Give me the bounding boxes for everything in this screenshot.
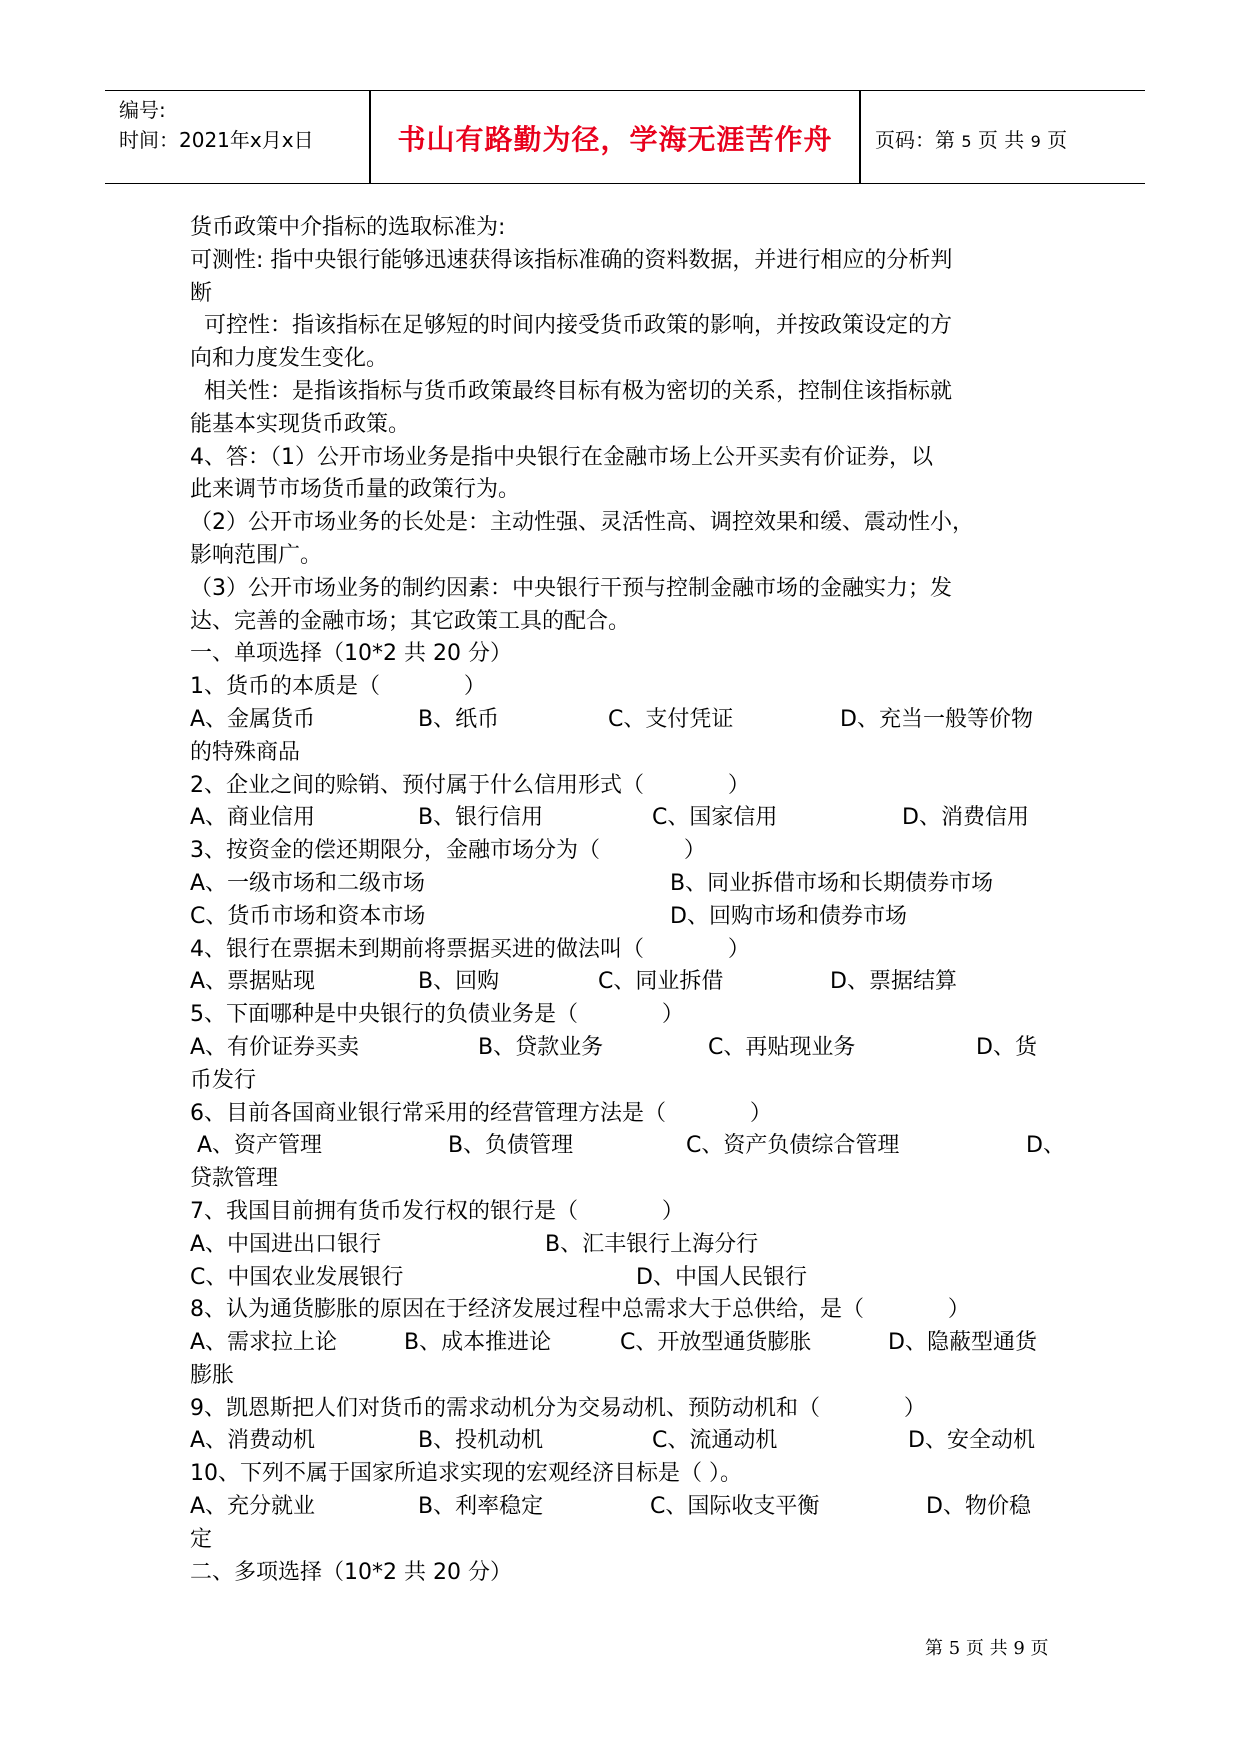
document-time-label: 时间：2021年x月x日 [119,128,314,152]
option-text: B、负债管理 [448,1133,574,1159]
option-row [190,1491,1070,1524]
text-line: 此来调节市场货币量的政策行为。 [190,477,521,503]
option-text: D、消费信用 [902,805,1029,831]
text-line: 二、多项选择（10*2 共 20 分） [190,1559,512,1585]
text-line: 8、认为通货膨胀的原因在于经济发展过程中总需求大于总供给，是（ ） [190,1297,970,1323]
option-row [190,1032,1070,1065]
text-line: 3、按资金的偿还期限分，金融市场分为（ ） [190,838,706,864]
option-text: A、需求拉上论 [190,1330,338,1356]
option-text: D、票据结算 [830,969,957,995]
text-line: 币发行 [190,1067,257,1093]
text-line: 贷款管理 [190,1166,279,1192]
text-line: 达、完善的金融市场；其它政策工具的配合。 [190,608,631,634]
option-text: A、金属货币 [190,706,316,732]
text-line: 定 [190,1526,213,1552]
option-text: B、同业拆借市场和长期债券市场 [670,870,994,896]
option-text: C、支付凭证 [608,706,734,732]
page-current: 5 [961,132,972,151]
text-line: 5、下面哪种是中央银行的负债业务是（ ） [190,1002,684,1028]
option-text: C、同业拆借 [598,969,724,995]
header-page-indicator [875,124,1067,153]
option-row [190,1229,1070,1262]
option-row [190,1130,1070,1163]
text-line: 4、银行在票据未到期前将票据买进的做法叫（ ） [190,936,750,962]
option-text: B、回购 [418,969,500,995]
option-text: A、商业信用 [190,805,316,831]
option-text: B、利率稳定 [418,1494,544,1520]
option-text: A、票据贴现 [190,969,316,995]
option-text: A、一级市场和二级市场 [190,870,426,896]
text-line: （3）公开市场业务的制约因素：中央银行干预与控制金融市场的金融实力；发 [190,575,952,601]
header-meta [119,95,314,155]
page-total: 9 [1030,132,1041,151]
text-line: 可控性：指该指标在足够短的时间内接受货币政策的影响，并按政策设定的方 [190,313,952,339]
option-text: D、 [1026,1133,1065,1159]
option-text: C、国家信用 [652,805,778,831]
page-header [105,90,1145,184]
option-text: C、流通动机 [652,1428,778,1454]
text-line: 相关性：是指该指标与货币政策最终目标有极为密切的关系，控制住该指标就 [190,378,952,404]
option-text: C、再贴现业务 [708,1034,856,1060]
option-text: B、成本推进论 [404,1330,552,1356]
option-text: A、消费动机 [190,1428,316,1454]
header-motto: 书山有路勤为径，学海无涯苦作舟 [397,123,833,156]
text-line: 的特殊商品 [190,739,301,765]
text-line: 9、凯恩斯把人们对货币的需求动机分为交易动机、预防动机和（ ） [190,1395,926,1421]
option-row [190,1327,1070,1360]
option-row [190,1425,1070,1458]
text-line: 10、下列不属于国家所追求实现的宏观经济目标是（ ）。 [190,1461,742,1487]
text-line: 断 [190,280,213,306]
option-text: C、国际收支平衡 [650,1494,820,1520]
option-text: B、纸币 [418,706,500,732]
option-row [190,966,1070,999]
header-divider [859,91,861,183]
page-prefix: 页码：第 [875,128,955,152]
option-text: D、回购市场和债券市场 [670,903,907,929]
text-line: 可测性: 指中央银行能够迅速获得该指标准确的资料数据，并进行相应的分析判 [190,247,953,273]
text-line: 7、我国目前拥有货币发行权的银行是（ ） [190,1198,684,1224]
option-text: A、充分就业 [190,1494,316,1520]
text-line: 一、单项选择（10*2 共 20 分） [190,641,512,667]
option-text: B、贷款业务 [478,1034,604,1060]
document-number-label: 编号: [119,98,166,122]
page-suffix: 页 [1047,128,1068,152]
option-text: D、隐蔽型通货 [888,1330,1037,1356]
option-text: C、中国农业发展银行 [190,1264,404,1290]
option-text: D、货 [976,1034,1037,1060]
option-text: C、开放型通货膨胀 [620,1330,812,1356]
option-text: B、投机动机 [418,1428,544,1454]
page-mid: 页 共 [977,128,1025,152]
option-text: A、有价证券买卖 [190,1034,360,1060]
document-body [190,212,1070,1589]
option-text: B、汇丰银行上海分行 [545,1231,759,1257]
page-footer: 第 5 页 共 9 页 [925,1638,1049,1659]
option-row [190,704,1070,737]
option-row [190,802,1070,835]
text-line: 膨胀 [190,1362,235,1388]
option-row [190,901,1070,934]
text-line: 2、企业之间的赊销、预付属于什么信用形式（ ） [190,772,750,798]
option-text: C、资产负债综合管理 [686,1133,900,1159]
text-line: 6、目前各国商业银行常采用的经营管理方法是（ ） [190,1100,772,1126]
text-line: （2）公开市场业务的长处是：主动性强、灵活性高、调控效果和缓、震动性小， [190,510,974,536]
text-line: 4、答：（1）公开市场业务是指中央银行在金融市场上公开买卖有价证券，以 [190,444,933,470]
option-text: B、银行信用 [418,805,544,831]
option-row [190,868,1070,901]
text-line: 向和力度发生变化。 [190,346,389,372]
option-text: D、中国人民银行 [636,1264,807,1290]
option-text: D、安全动机 [908,1428,1035,1454]
text-line: 影响范围广。 [190,542,323,568]
option-row [190,1262,1070,1295]
option-text: D、充当一般等价物 [840,706,1033,732]
text-line: 货币政策中介指标的选取标准为: [190,215,506,240]
text-line: 能基本实现货币政策。 [190,411,411,437]
option-text: C、货币市场和资本市场 [190,903,426,929]
option-text: D、物价稳 [926,1494,1031,1520]
option-text: A、资产管理 [190,1133,323,1159]
text-line: 1、货币的本质是（ ） [190,674,486,700]
option-text: A、中国进出口银行 [190,1231,382,1257]
